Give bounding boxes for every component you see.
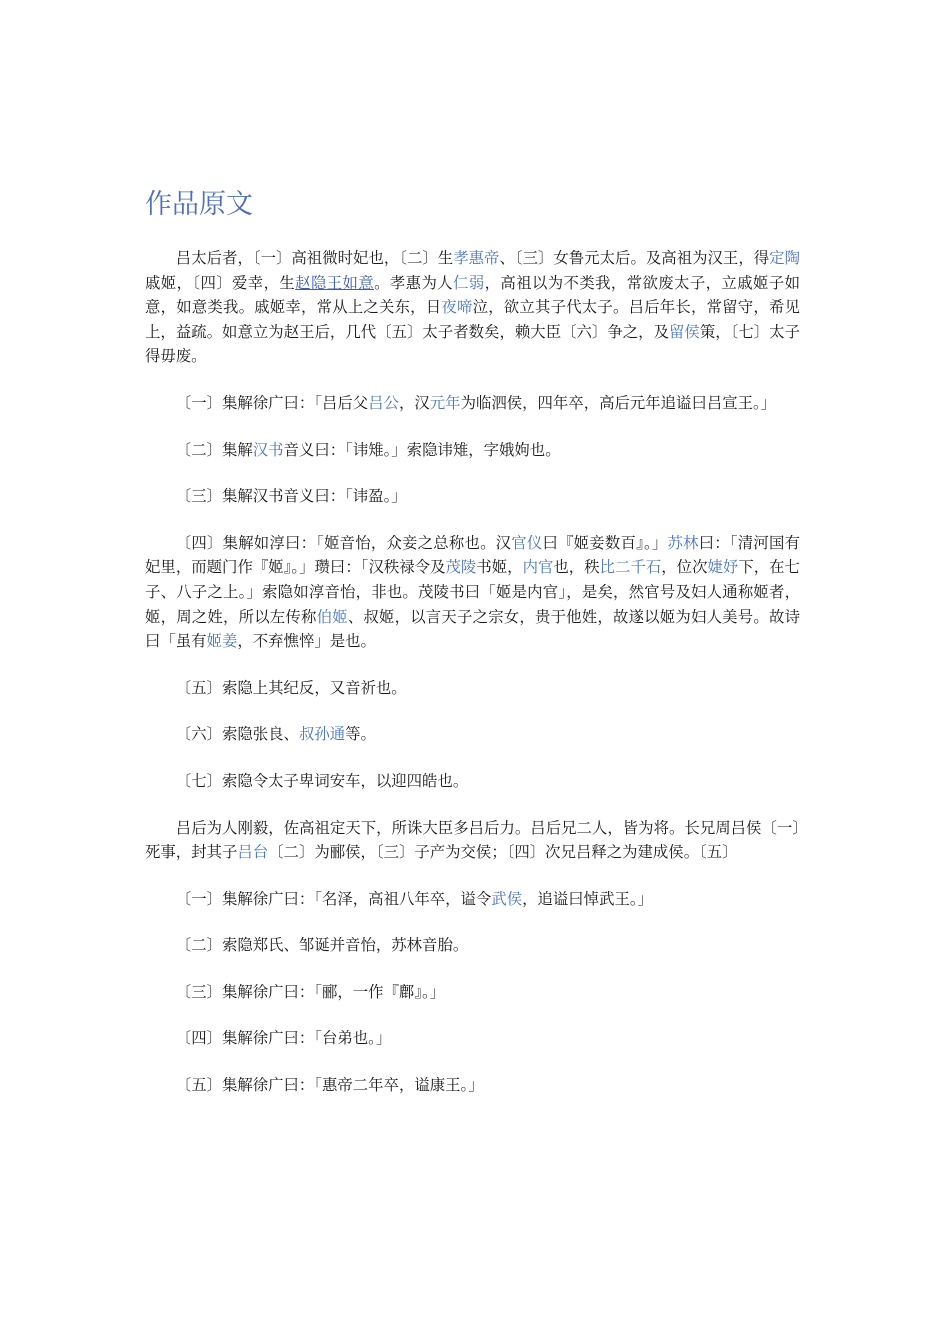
paragraph <box>145 1073 800 1098</box>
paragraph <box>145 769 800 794</box>
term-link[interactable]: 内官 <box>522 558 554 577</box>
text-segment: 下，在七子、八子之上。」索隐如淳音怡，非也。茂陵书曰「姬是内官」，是矣，然官号及妇人通称姬者，姬，周之姓，所以左传称 <box>145 558 800 626</box>
text-segment: 曰：「清河国有妃里，而题门作『姬』。」瓒曰：「汉秩禄令及 <box>145 533 800 577</box>
paragraph <box>145 722 800 747</box>
paragraph <box>145 933 800 958</box>
term-link[interactable]: 吕台 <box>237 843 269 862</box>
term-link[interactable]: 孝惠帝 <box>453 249 500 267</box>
text-segment: 〔三〕集解徐广曰：「郦，一作『鄜』。」 <box>175 982 446 1001</box>
paragraph <box>145 246 800 369</box>
term-link[interactable]: 比二千石 <box>599 558 662 577</box>
paragraph-spacer <box>145 462 800 484</box>
paragraph <box>145 1026 800 1051</box>
paragraph-spacer <box>145 654 800 676</box>
text-segment: 戚姬，〔四〕爱幸，生 <box>145 273 296 292</box>
text-segment: 〔二〕索隐郑氏、邹诞并音怡，苏林音胎。 <box>175 936 469 955</box>
text-segment: 〔三〕集解汉书音义曰：「讳盈。」 <box>175 487 407 506</box>
term-link[interactable]: 叔孙通 <box>298 725 346 744</box>
text-segment: 〔二〕为郦侯，〔三〕子产为交侯；〔四〕次兄吕释之为建成侯。〔五〕 <box>268 843 738 862</box>
term-link[interactable]: 赵隐王如意 <box>295 273 375 292</box>
paragraph-spacer <box>145 1051 800 1073</box>
article-body <box>145 246 800 1098</box>
term-link[interactable]: 汉书 <box>252 440 284 459</box>
term-link[interactable]: 伯姬 <box>316 607 348 626</box>
term-link[interactable]: 吕公 <box>368 393 399 412</box>
text-segment: 书姬， <box>476 558 523 577</box>
term-link[interactable]: 定陶 <box>769 249 800 267</box>
text-segment: 〔五〕索隐上其纪反，又音祈也。 <box>175 678 407 697</box>
paragraph <box>145 816 800 865</box>
term-link[interactable]: 婕妤 <box>707 558 739 577</box>
term-link[interactable]: 武侯 <box>491 889 523 908</box>
text-segment: 〔四〕集解如淳曰：「姬音怡，众妾之总称也。汉 <box>175 533 512 552</box>
text-segment: 〔七〕索隐令太子卑词安车，以迎四皓也。 <box>175 771 469 790</box>
text-segment: ，位次 <box>661 558 708 577</box>
text-segment: 吕后为人刚毅，佐高祖定天下，所诛大臣多吕后力。吕后兄二人，皆为将。长兄周吕侯〔一〕死事，封其子 <box>145 818 800 862</box>
text-segment: 音义曰：「讳雉。」索隐讳雉，字娥姁也。 <box>283 440 561 459</box>
text-segment: 〔四〕集解徐广曰：「台弟也。」 <box>175 1029 392 1048</box>
paragraph-spacer <box>145 369 800 391</box>
text-segment: 〔一〕集解徐广曰：「吕后父 <box>175 393 369 412</box>
paragraph-spacer <box>145 794 800 816</box>
paragraph <box>145 531 800 654</box>
text-segment: 。孝惠为人 <box>374 273 454 292</box>
paragraph <box>145 391 800 416</box>
paragraph <box>145 676 800 701</box>
paragraph-spacer <box>145 700 800 722</box>
text-segment: 泣，欲立其子代太子。吕后年长，常留守，希见上，益疏。如意立为赵王后，几代〔五〕太子者数矣，赖大臣〔六〕争之，及 <box>145 298 800 341</box>
text-segment: ，高祖以为不类我，常欲废太子，立戚姬子如意，如意类我。戚姬幸，常从上之关东，日 <box>145 273 800 317</box>
text-segment: 等。 <box>345 725 376 744</box>
term-link[interactable]: 苏林 <box>667 533 699 552</box>
text-segment: 〔一〕集解徐广曰：「名泽，高祖八年卒，谥令 <box>175 889 492 908</box>
term-link[interactable]: 茂陵 <box>445 558 477 577</box>
paragraph <box>145 980 800 1005</box>
section-heading: 作品原文 <box>145 189 253 220</box>
paragraph <box>145 887 800 912</box>
paragraph-spacer <box>145 865 800 887</box>
term-link[interactable]: 姬姜 <box>206 632 238 651</box>
paragraph-spacer <box>145 747 800 769</box>
text-segment: 也，秩 <box>553 558 600 577</box>
term-link[interactable]: 官仪 <box>511 533 543 552</box>
text-segment: ，不弃憔悴」是也。 <box>237 632 376 651</box>
paragraph-spacer <box>145 1004 800 1026</box>
text-segment: 吕太后者，〔一〕高祖微时妃也，〔二〕生 <box>175 249 454 267</box>
paragraph <box>145 484 800 509</box>
paragraph <box>145 438 800 463</box>
text-segment: 曰『姬妾数百』。」 <box>542 533 668 552</box>
text-segment: ，追谥曰悼武王。」 <box>522 889 653 908</box>
text-segment: 、叔姬，以言天子之宗女，贵于他姓，故遂以姬为妇人美号。故诗曰「虽有 <box>145 607 800 651</box>
paragraph-spacer <box>145 416 800 438</box>
paragraph-spacer <box>145 911 800 933</box>
term-link[interactable]: 仁弱 <box>453 273 485 292</box>
paragraph-spacer <box>145 509 800 531</box>
text-segment: 策，〔七〕太子得毋废。 <box>145 322 800 366</box>
term-link[interactable]: 元年 <box>429 393 461 412</box>
paragraph-spacer <box>145 958 800 980</box>
text-segment: 〔六〕索隐张良、 <box>175 725 299 744</box>
text-segment: 、〔三〕女鲁元太后。及高祖为汉王，得 <box>499 249 770 267</box>
term-link[interactable]: 夜啼 <box>441 298 473 317</box>
text-segment: 〔二〕集解 <box>175 440 253 459</box>
term-link[interactable]: 留侯 <box>668 322 700 341</box>
text-segment: 为临泗侯，四年卒，高后元年追谥曰吕宣王。」 <box>460 393 777 412</box>
text-segment: 〔五〕集解徐广曰：「惠帝二年卒，谥康王。」 <box>175 1076 484 1095</box>
text-segment: ，汉 <box>398 393 430 412</box>
